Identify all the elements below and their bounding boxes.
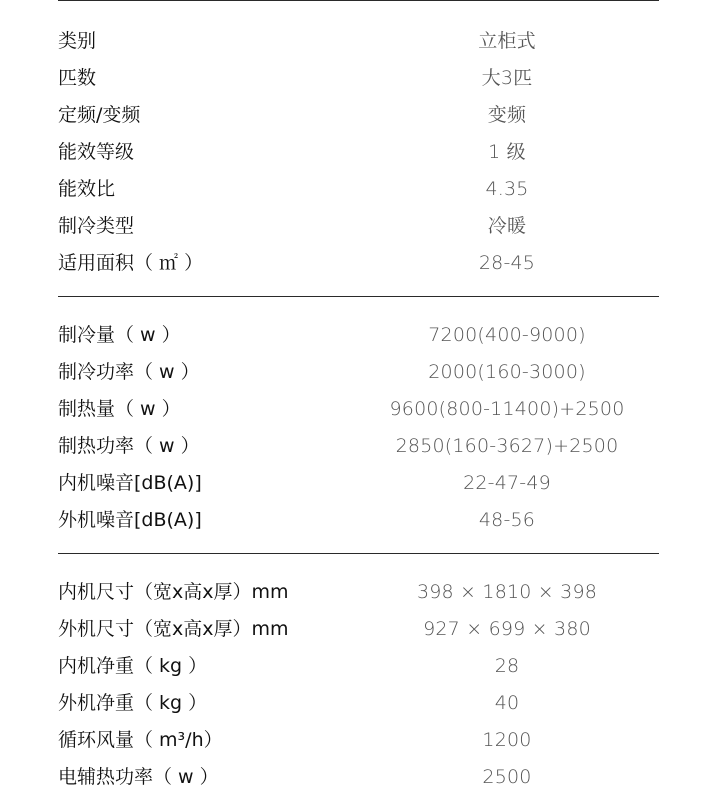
spec-value: 冷暖: [487, 215, 527, 237]
spec-row-indoor-noise: [58, 465, 659, 502]
spec-row-efficiency-ratio: [58, 171, 659, 208]
spec-value: 1200: [482, 729, 532, 751]
spec-label: 外机噪音[dB(A)]: [58, 509, 202, 531]
spec-label: 内机噪音[dB(A)]: [58, 472, 202, 494]
spec-row-airflow: [58, 722, 659, 759]
spec-label: 制冷类型: [58, 215, 135, 237]
spec-label: 制热量（ w ）: [58, 398, 181, 420]
spec-label: 内机净重（ kg ）: [58, 655, 208, 677]
spec-row-aux-heating: [58, 759, 659, 796]
spec-value: 22-47-49: [463, 472, 551, 494]
spec-value: 9600(800-11400)+2500: [389, 398, 625, 420]
spec-row-indoor-weight: [58, 648, 659, 685]
spec-table: [58, 0, 659, 810]
spec-label: 电辅热功率（ w ）: [58, 766, 219, 788]
spec-value: 48-56: [478, 509, 536, 531]
spec-row-heating-power: [58, 428, 659, 465]
spec-section-performance: [58, 297, 659, 553]
spec-label: 循环风量（ m³/h）: [58, 729, 223, 751]
spec-row-inverter: [58, 97, 659, 134]
spec-row-efficiency-grade: [58, 134, 659, 171]
spec-row-indoor-size: [58, 574, 659, 611]
spec-row-horsepower: [58, 60, 659, 97]
spec-value: 4.35: [485, 178, 529, 200]
spec-row-outdoor-weight: [58, 685, 659, 722]
spec-value: 927 × 699 × 380: [423, 618, 591, 640]
spec-value: 立柜式: [478, 30, 536, 52]
spec-row-outdoor-size: [58, 611, 659, 648]
spec-value: 28: [494, 655, 520, 677]
spec-section-physical: [58, 554, 659, 810]
spec-label: 适用面积（ ㎡ ）: [58, 252, 204, 274]
spec-value: 398 × 1810 × 398: [416, 581, 598, 603]
spec-value: 2500: [482, 766, 532, 788]
spec-row-heating-capacity: [58, 391, 659, 428]
spec-row-category: [58, 23, 659, 60]
spec-label: 制冷量（ w ）: [58, 324, 181, 346]
spec-label: 类别: [58, 30, 97, 52]
spec-value: 大3匹: [481, 67, 533, 89]
spec-value: 2000(160-3000): [428, 361, 586, 383]
spec-value: 2850(160-3627)+2500: [395, 435, 619, 457]
spec-label: 定频/变频: [58, 104, 141, 126]
spec-label: 内机尺寸（宽x高x厚）mm: [58, 581, 289, 603]
spec-label: 外机尺寸（宽x高x厚）mm: [58, 618, 289, 640]
spec-section-basic: [58, 1, 659, 296]
spec-row-area: [58, 245, 659, 282]
spec-label: 外机净重（ kg ）: [58, 692, 208, 714]
spec-row-cooling-power: [58, 354, 659, 391]
spec-value: 40: [494, 692, 520, 714]
spec-label: 匹数: [58, 67, 97, 89]
spec-row-outdoor-noise: [58, 502, 659, 539]
spec-label: 制冷功率（ w ）: [58, 361, 200, 383]
spec-row-cooling-capacity: [58, 317, 659, 354]
spec-value: 变频: [487, 104, 527, 126]
spec-label: 能效比: [58, 178, 116, 200]
spec-value: 28-45: [478, 252, 536, 274]
spec-value: 7200(400-9000): [428, 324, 586, 346]
spec-label: 能效等级: [58, 141, 135, 163]
spec-value: 1 级: [488, 141, 526, 163]
spec-label: 制热功率（ w ）: [58, 435, 200, 457]
spec-row-cooling-type: [58, 208, 659, 245]
